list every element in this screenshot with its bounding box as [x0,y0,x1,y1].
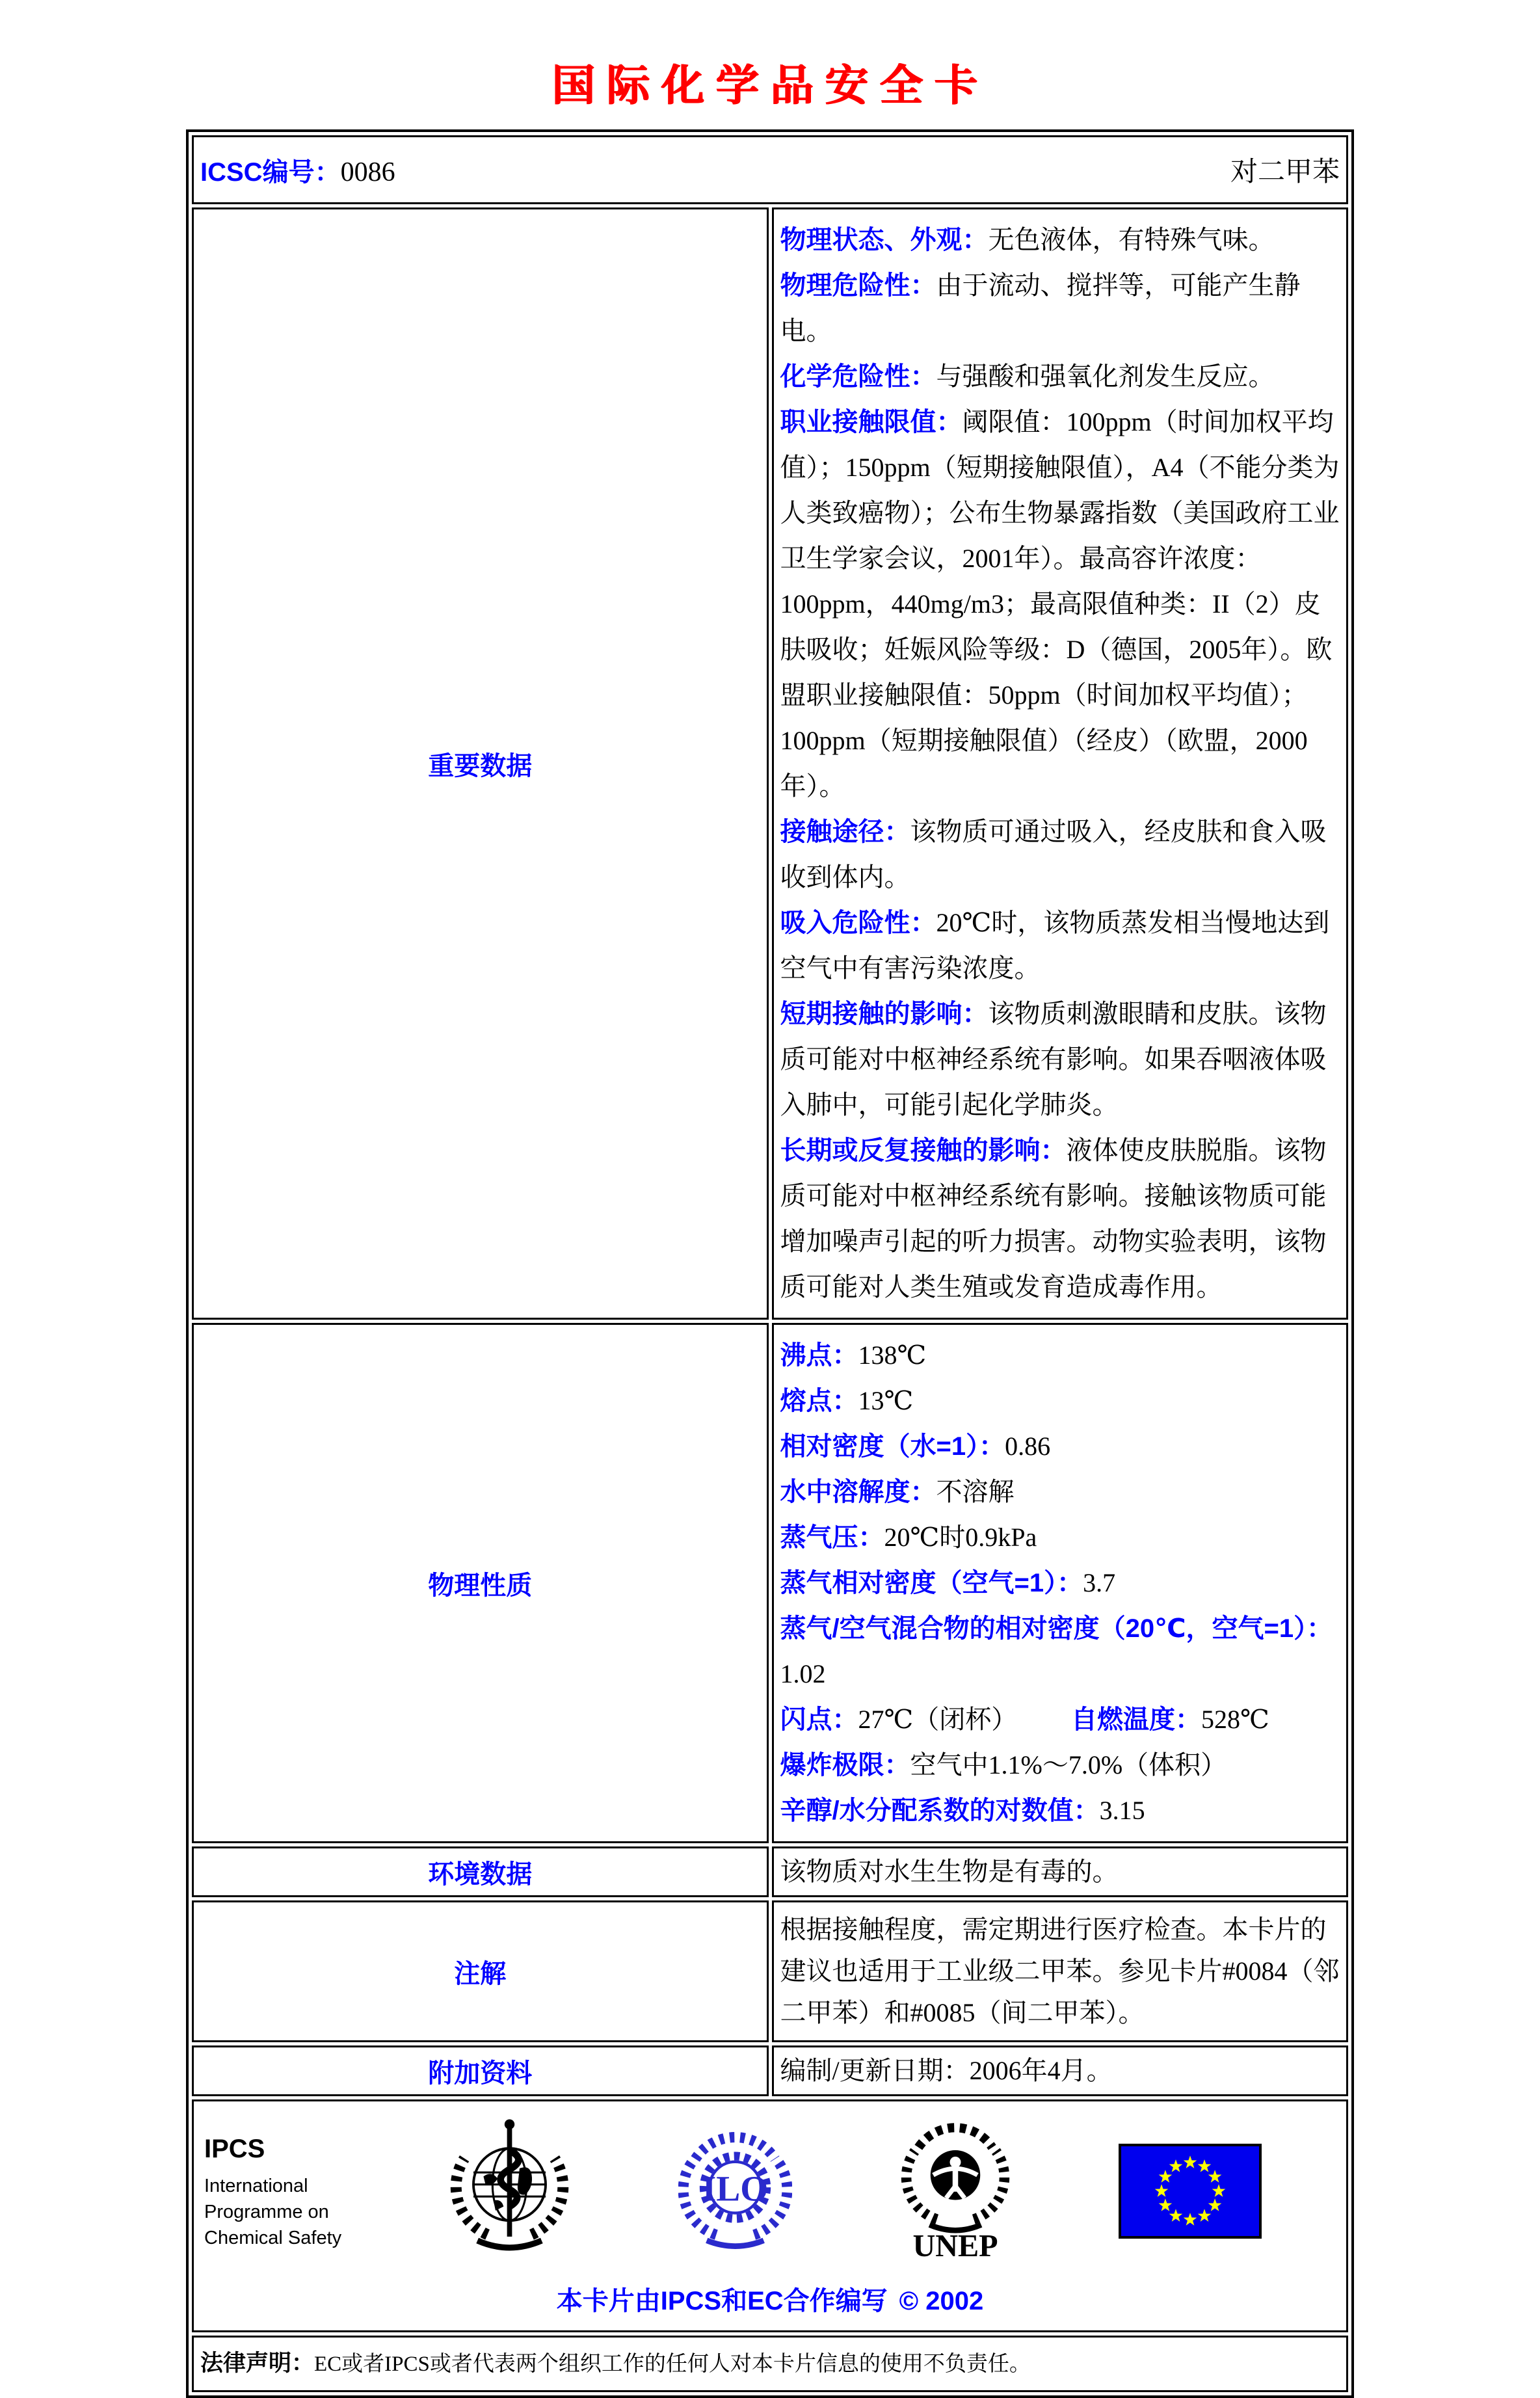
credit-line [200,2272,1340,2326]
legal-row [192,2336,1348,2392]
field-value: 与强酸和强氧化剂发生反应。 [936,362,1275,391]
field-value: 138℃ [858,1340,927,1370]
ilo-logo-text: ILO [702,2168,768,2209]
ipcs-subtitle-line: Chemical Safety [204,2228,342,2248]
physical-item [780,1469,1340,1515]
field-value: 0.86 [1005,1432,1051,1461]
field-value: 空气中1.1%～7.0%（体积） [910,1750,1227,1779]
field-label: 职业接触限值： [780,408,962,436]
legal-cell [192,2336,1348,2392]
unep-logo-icon [900,2120,1011,2266]
physical-item [780,1424,1340,1469]
flash-point [780,1697,1071,1742]
field-label: 蒸气相对密度（空气=1）： [780,1569,1083,1597]
header-row [192,135,1348,204]
field-label: 爆炸极限： [780,1751,910,1779]
field-label: 沸点： [780,1341,858,1370]
field-value: 由于流动、搅拌等，可能产生静电。 [780,271,1301,345]
field-value: 液体使皮肤脱脂。该物质可能对中枢神经系统有影响。接触该物质可能增加噪声引起的听力损害。动物实验表明，该物质可能对人类生殖或发育造成毒作用。 [780,1136,1327,1301]
notes-content: 根据接触程度，需定期进行医疗检查。本卡片的建议也适用于工业级二甲苯。参见卡片#0084（邻二甲苯）和#0085（间二甲苯）。 [772,1900,1349,2042]
page-title: 国际化学品安全卡 [551,62,989,110]
who-logo-icon [449,2115,570,2271]
field-value: 3.15 [1099,1796,1145,1825]
field-label: 物理状态、外观： [780,226,989,254]
eu-flag-icon [1119,2144,1262,2242]
field-label: 熔点： [780,1387,858,1415]
physical-item [780,1742,1340,1788]
ipcs-title: IPCS [204,2135,265,2163]
legal-text: EC或者IPCS或者代表两个组织工作的任何人对本卡片信息的使用不负责任。 [314,2352,1031,2376]
physical-item [780,1378,1340,1424]
logo-row [200,2113,1340,2272]
field-label: 蒸气压： [780,1523,884,1552]
ipcs-subtitle-line: Programme on [204,2202,329,2222]
physical-item [780,1515,1340,1560]
field-label: 长期或反复接触的影响： [780,1136,1067,1165]
physical-item [780,1788,1340,1833]
icsc-card-table [186,129,1354,2398]
important-item [780,900,1340,991]
header-cell [192,135,1348,204]
important-item [780,809,1340,900]
physical-item [780,1560,1340,1606]
physical-item [780,1606,1340,1697]
chemical-name: 对二甲苯 [1230,157,1340,187]
important-data-content [772,207,1349,1320]
field-label: 吸入危险性： [780,909,936,937]
additional-info-content: 编制/更新日期：2006年4月。 [772,2045,1349,2096]
field-value: 20℃时0.9kPa [884,1523,1037,1552]
icsc-number-value: 0086 [340,157,395,187]
field-value: 1.02 [780,1659,826,1688]
environment-row [192,1846,1348,1897]
important-item [780,1128,1340,1310]
field-value: 无色液体，有特殊气味。 [988,225,1275,254]
field-value: 20℃时，该物质蒸发相当慢地达到空气中有害污染浓度。 [780,908,1330,983]
physical-properties-row [192,1323,1348,1843]
notes-row [192,1900,1348,2042]
ipcs-subtitle-line: International [204,2176,308,2196]
important-item [780,263,1340,354]
environment-label: 环境数据 [192,1846,769,1897]
field-label: 蒸气/空气混合物的相对密度（20℃，空气=1）： [780,1614,1333,1643]
field-label: 闪点： [780,1705,858,1734]
physical-item-flashpoint-autoignition [780,1697,1340,1742]
physical-item [780,1333,1340,1378]
field-label: 物理危险性： [780,271,936,300]
important-data-row [192,207,1348,1320]
field-label: 化学危险性： [780,362,936,391]
field-value: 13℃ [858,1386,914,1415]
field-value: 27℃（闭杯） [858,1705,1018,1734]
additional-info-row [192,2045,1348,2096]
unep-logo-text: UNEP [912,2228,998,2263]
environment-content: 该物质对水生生物是有毒的。 [772,1846,1349,1897]
legal-label: 法律声明： [200,2351,315,2376]
copyright-text: © 2002 [899,2287,984,2315]
field-label: 接触途径： [780,818,910,846]
important-item [780,354,1340,399]
notes-label: 注解 [192,1900,769,2042]
field-value: 该物质刺激眼睛和皮肤。该物质可能对中枢神经系统有影响。如果吞咽液体吸入肺中，可能引起化学肺炎。 [780,999,1327,1119]
additional-info-label: 附加资料 [192,2045,769,2096]
icsc-number-label: ICSC编号： [200,157,341,187]
physical-properties-content [772,1323,1349,1843]
field-label: 自燃温度： [1070,1705,1201,1734]
field-label: 相对密度（水=1）： [780,1432,1005,1461]
important-item [780,399,1340,809]
footer-cell [192,2099,1348,2332]
field-value: 该物质可通过吸入，经皮肤和食入吸收到体内。 [780,817,1327,892]
important-data-label: 重要数据 [192,207,769,1320]
field-label: 短期接触的影响： [780,1000,989,1028]
icsc-number [200,152,395,189]
field-value: 阈限值：100ppm（时间加权平均值）；150ppm（短期接触限值），A4（不能分类为人类致癌物）；公布生物暴露指数（美国政府工业卫生学家会议，2001年）。最高容许浓度：100ppm，440mg/m3；最高限值种类：II（2）皮肤吸收；妊娠风险等级：D（德国，2005年）。欧盟职业接触限值：50ppm（时间加权平均值）；100ppm（短期接触限值）（经皮）（欧盟，2000年）。 [780,407,1340,801]
ipcs-text-block [204,2135,341,2251]
physical-properties-label: 物理性质 [192,1323,769,1843]
important-item [780,217,1340,263]
credit-text: 本卡片由IPCS和EC合作编写 [556,2287,888,2315]
field-label: 水中溶解度： [780,1478,936,1506]
ilo-logo-icon [678,2123,792,2263]
field-value: 不溶解 [936,1477,1015,1506]
footer-row [192,2099,1348,2332]
autoignition-temperature [1071,1705,1269,1734]
field-value: 3.7 [1083,1568,1116,1597]
field-label: 辛醇/水分配系数的对数值： [780,1796,1100,1825]
important-item [780,991,1340,1128]
field-value: 528℃ [1201,1705,1269,1734]
